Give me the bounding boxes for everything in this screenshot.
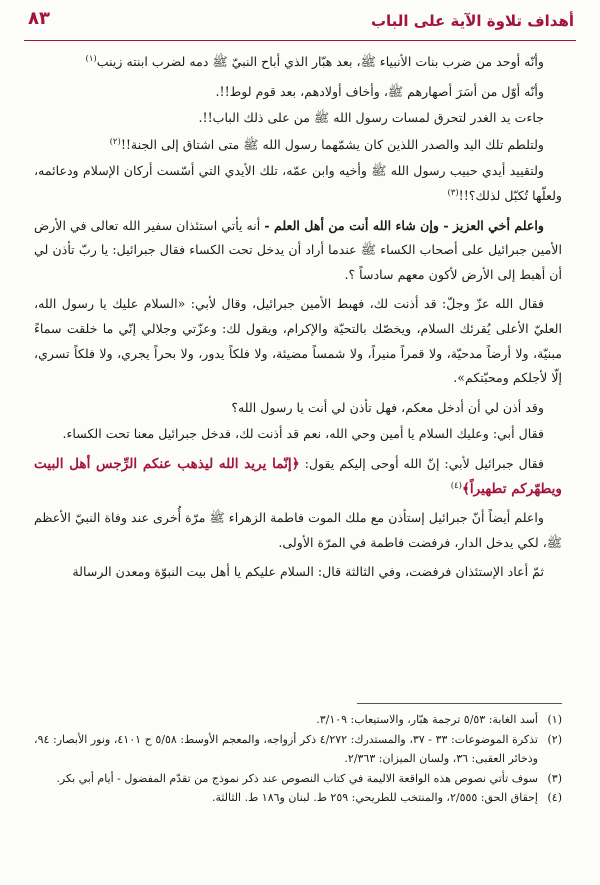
paragraph-10: فقال جبرائيل لأبي: إنّ الله أوحى إليكم يقول: ﴿إنّما يريد الله ليذهب عنكم الرِّجس أهل البيت ويطهّركم تطهيراً﴾$^{(٤)}$ [34, 455, 562, 497]
footnote-text: سوف تأتي نصوص هذه الواقعة الاليمة في كتاب النصوص عند ذكر نموذج من تقدّم المفضول - أيام أبي بكر. [56, 771, 538, 785]
footnote-text: إحقاق الحق: ٢/٥٥٥، والمنتخب للطريحي: ٢٥٩ ط. لبنان و١٨٦ ط. الثالثة. [211, 791, 538, 805]
paragraph-5: ولتقييد أيدي حبيب رسول الله ﷺ وأخيه وابن عمّه، تلك الأيدي التي أسّست أركان الإسلام ودعائمه، ولعلّها تُكبّل لذلك؟!!$^{(٣)}$ [34, 163, 562, 203]
running-title: أهداف تلاوة الآية على الباب [370, 12, 574, 30]
header-divider [24, 40, 576, 41]
quran-verse: ﴿إنّما يريد الله ليذهب عنكم الرِّجس أهل البيت ويطهّركم تطهيراً﴾ [34, 455, 562, 497]
footnote-item [34, 769, 562, 789]
footnote-item [34, 710, 562, 730]
paragraph-1: وأنّه أوحد من ضرب بنات الأنبياء ﷺ، بعد هبّار الذي أباح النبيّ ﷺ دمه لضرب ابنته زينب$^{(١)}$ [85, 53, 544, 69]
paragraph-12: ثمّ أعاد الإستئذان فرفضت، وفي الثالثة قال: السلام عليكم يا أهل بيت النبوّة ومعدن الرسالة [72, 564, 544, 580]
page-number: ٨٣ [28, 8, 50, 29]
footnote-ref-2: (٢) [109, 136, 121, 147]
footnote-item [34, 730, 562, 769]
footnote-text: أسد الغابة: ٥/٥٣ ترجمة هبّار، والاستيعاب: ٣/١٠٩. [316, 713, 538, 726]
page-header [24, 8, 576, 38]
footnote-ref-3: (٣) [447, 187, 459, 198]
paragraph-2: وأنّه أوّل من أسَرَ أصهارهم ﷺ، وأخاف أولادهم، بعد قوم لوط!!. [215, 83, 544, 99]
paragraph-6: واعلم أخي العزيز - وإن شاء الله أنت من أهل العلم - أنه يأتي استئذان سفير الله تعالى في الأرض الأمين جبرائيل على أصحاب الكساء ﷺ عندما أراد أن يدخل تحت الكساء فقال جبرائيل: يا ربّ تأذن لي أن أهبط إلى الأرض لأكون معهم سادساً ؟. [33, 217, 562, 282]
footnote-number: (٢) [547, 732, 562, 746]
paragraph-3: جاءت يد الغدر لتحرق لمسات رسول الله ﷺ من على ذلك الباب!!. [198, 110, 544, 126]
paragraph-9: فقال أبي: وعليك السلام يا أمين وحي الله، نعم قد أذنت لك، فدخل جبرائيل معنا تحت الكساء. [62, 426, 544, 442]
paragraph-7: فقال الله عزّ وجلّ: قد أذنت لك، فهبط الأمين جبرائيل، وقال لأبي: «السلام عليك يا رسول الله، العليّ الأعلى يُقرئك السلام، ويخصّك بالتحيّة والإكرام، ويقول لك: وعزّتي وجلالي إنّي ما خلقت سماءً مبنيّة، ولا أرضاً مدحيّة، ولا قمراً منيراً، ولا شمساً مضيئة، ولا فلكاً يدور، ولا بحراً يجري، ولا فلكاً تسري، إلّا لأجلكم ومحبّتكم». [34, 296, 562, 386]
footnote-number: (٣) [547, 771, 562, 785]
paragraph-11: واعلم أيضاً أنّ جبرائيل إستأذن مع ملك الموت فاطمة الزهراء ﷺ مرّة أُخرى عند وفاة النبيّ الأعظم ﷺ، لكي يدخل الدار، فرفضت فاطمة في المرّة الأولى. [34, 510, 562, 550]
footnote-item [34, 788, 562, 808]
main-text [34, 50, 562, 590]
footnote-ref-4: (٤) [450, 480, 462, 491]
paragraph-4: ولتلطم تلك اليد والصدر اللذين كان يشمّهما رسول الله ﷺ متى اشتاق إلى الجنة!!$^{(٢)}$ [109, 136, 544, 152]
footnote-ref-1: (١) [85, 53, 97, 64]
footnote-text: تذكرة الموضوعات: ٣٣ - ٣٧، والمستدرك: ٤/٢٧٢ ذكر أزواجه، والمعجم الأوسط: ٥/٥٨ ح ٤١٠١، ونور الأبصار: ٩٤، وذخائر العقبى: ٣٦، ولسان الميزان: ٢/٣٦٣. [34, 732, 538, 766]
footnotes [34, 710, 562, 808]
footnote-number: (١) [547, 713, 562, 726]
footnote-divider [357, 703, 562, 704]
footnote-number: (٤) [547, 791, 562, 805]
paragraph-8: وقد أذن لي أن أدخل معكم، فهل تأذن لي أنت يا رسول الله؟ [231, 399, 544, 415]
bold-lead: واعلم أخي العزيز - وإن شاء الله أنت من أهل العلم - [264, 217, 544, 233]
